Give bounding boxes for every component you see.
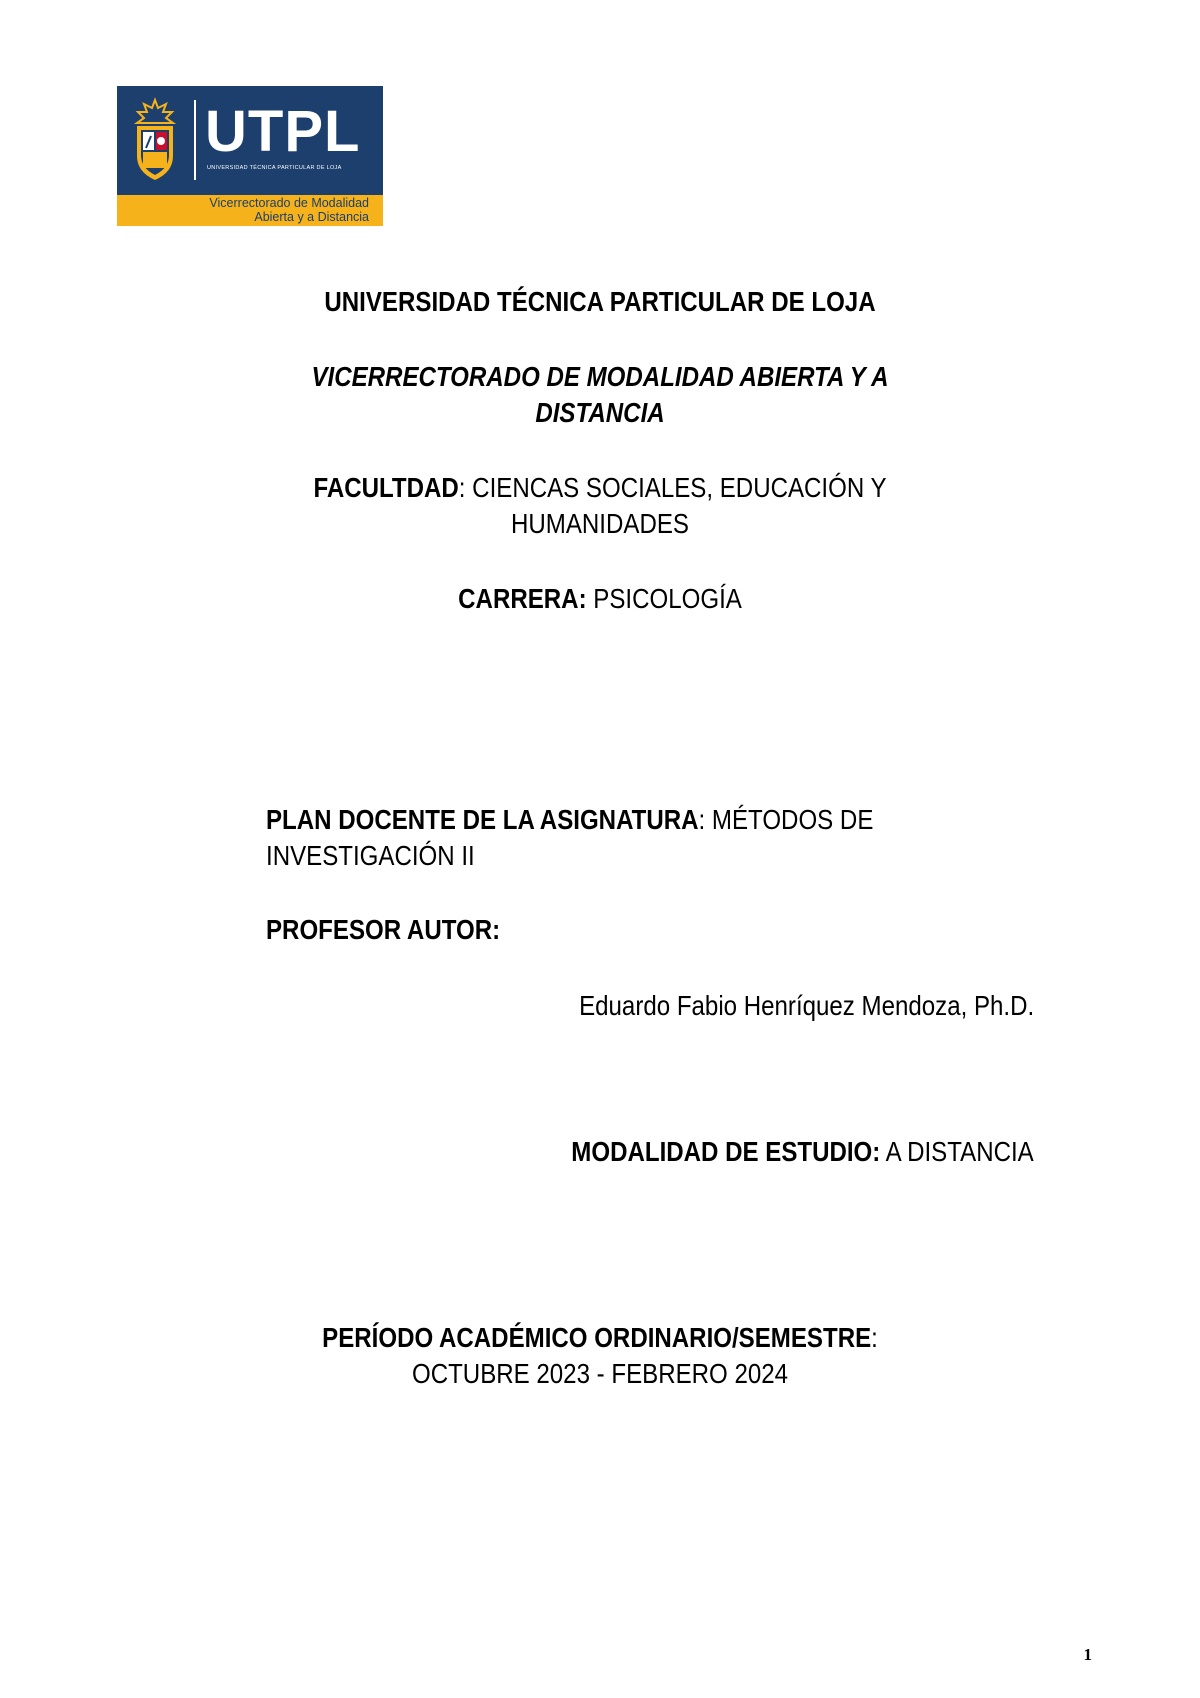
profesor-name: Eduardo Fabio Henríquez Mendoza, Ph.D. <box>578 990 1034 1021</box>
logo-vice-line1: Vicerrectorado de Modalidad <box>209 196 369 210</box>
vicerrectorado-line1: VICERRECTORADO DE MODALIDAD ABIERTA Y A <box>311 361 889 392</box>
periodo-label: PERÍODO ACADÉMICO ORDINARIO/SEMESTRE <box>322 1322 872 1353</box>
periodo-value: OCTUBRE 2023 - FEBRERO 2024 <box>411 1358 789 1389</box>
periodo-line1 <box>84 1320 1116 1356</box>
logo-vice-line2: Abierta y a Distancia <box>254 210 369 224</box>
facultad-label: FACULTDAD <box>313 472 459 503</box>
vicerrectorado-line2: DISTANCIA <box>535 397 665 428</box>
logo-vicerrectorado <box>209 196 369 224</box>
profesor-label: PROFESOR AUTOR: <box>266 914 501 945</box>
carrera-line <box>84 581 1116 617</box>
facultad-line2: HUMANIDADES <box>511 508 689 539</box>
facultad-value: : CIENCAS SOCIALES, EDUCACIÓN Y <box>458 472 887 503</box>
modalidad-label: MODALIDAD DE ESTUDIO: <box>571 1136 881 1167</box>
utpl-logo <box>117 86 383 226</box>
page-number: 1 <box>1083 1645 1092 1664</box>
logo-subline: UNIVERSIDAD TÉCNICA PARTICULAR DE LOJA <box>207 165 342 171</box>
carrera-value: PSICOLOGÍA <box>586 583 742 614</box>
plan-line1 <box>266 802 873 838</box>
modalidad-line <box>572 1134 1034 1170</box>
plan-value: : MÉTODOS DE <box>698 804 874 835</box>
logo-wordmark: UTPL <box>205 99 361 164</box>
facultad-line1 <box>84 470 1116 506</box>
modalidad-value: A DISTANCIA <box>880 1136 1034 1167</box>
university-title: UNIVERSIDAD TÉCNICA PARTICULAR DE LOJA <box>324 286 876 317</box>
logo-navy-band <box>117 86 383 195</box>
university-seal-icon <box>127 96 183 182</box>
plan-label: PLAN DOCENTE DE LA ASIGNATURA <box>266 804 699 835</box>
logo-divider <box>194 100 196 180</box>
periodo-colon: : <box>871 1322 878 1353</box>
carrera-label: CARRERA: <box>458 583 587 614</box>
plan-line2: INVESTIGACIÓN II <box>266 840 475 871</box>
